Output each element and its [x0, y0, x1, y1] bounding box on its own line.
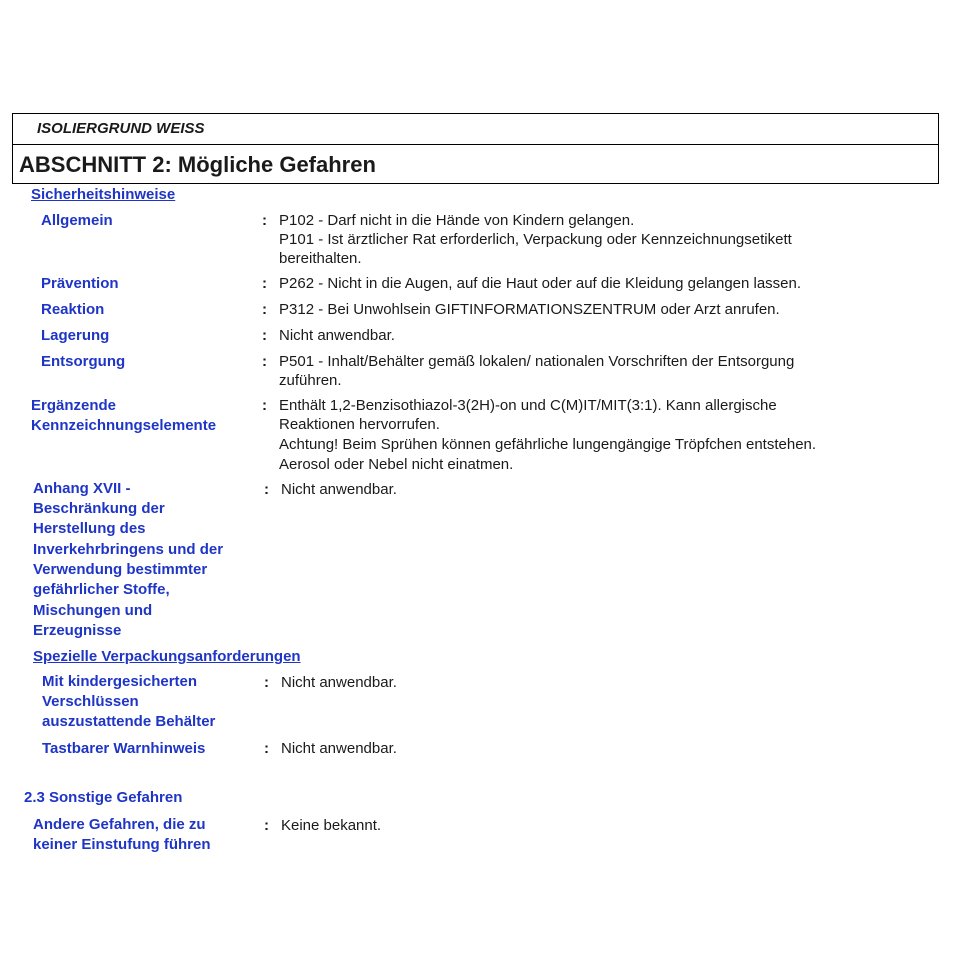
prevention-label: Prävention [41, 275, 119, 292]
safety-heading: Sicherheitshinweise [31, 186, 176, 203]
other-hazards-value: Keine bekannt. [281, 817, 382, 834]
colon: : [264, 674, 269, 691]
colon: : [264, 481, 269, 498]
tactile-label: Tastbarer Warnhinweis [42, 740, 206, 757]
supplementary-line-1: Enthält 1,2-Benzisothiazol-3(2H)-on und C(M)IT/MIT(3:1). Kann allergische [279, 397, 777, 414]
supplementary-line-2: Reaktionen hervorrufen. [279, 416, 440, 433]
storage-label: Lagerung [41, 327, 110, 344]
supplementary-label-2: Kennzeichnungselemente [31, 417, 217, 434]
colon: : [262, 275, 267, 292]
colon: : [264, 817, 269, 834]
colon: : [262, 301, 267, 318]
section-title: ABSCHNITT 2: Mögliche Gefahren [19, 152, 376, 177]
annex-label-6: gefährlicher Stoffe, [33, 581, 170, 598]
disposal-label: Entsorgung [41, 353, 126, 370]
annex-label-3: Herstellung des [33, 520, 146, 537]
annex-label-2: Beschränkung der [33, 500, 165, 517]
supplementary-line-3: Achtung! Beim Sprühen können gefährliche lungengängige Tröpfchen entstehen. [279, 436, 817, 453]
child-closure-label-1: Mit kindergesicherten [42, 673, 198, 690]
other-hazards-label-1: Andere Gefahren, die zu [33, 816, 206, 833]
annex-label-7: Mischungen und [33, 602, 153, 619]
general-line-1: P102 - Darf nicht in die Hände von Kindern gelangen. [279, 212, 635, 229]
section-title-header [12, 144, 939, 184]
storage-line-1: Nicht anwendbar. [279, 327, 395, 344]
other-hazards-label-2: keiner Einstufung führen [33, 836, 211, 853]
response-label: Reaktion [41, 301, 105, 318]
supplementary-label-1: Ergänzende [31, 397, 117, 414]
general-line-2: P101 - Ist ärztlicher Rat erforderlich, Verpackung oder Kennzeichnungsetikett [279, 231, 792, 248]
disposal-line-1: P501 - Inhalt/Behälter gemäß lokalen/ nationalen Vorschriften der Entsorgung [279, 353, 795, 370]
annex-label-1: Anhang XVII - [33, 480, 131, 497]
product-name-header [12, 113, 939, 145]
child-closure-label-3: auszustattende Behälter [42, 713, 216, 730]
annex-label-4: Inverkehrbringens und der [33, 541, 224, 558]
annex-label-5: Verwendung bestimmter [33, 561, 208, 578]
tactile-value: Nicht anwendbar. [281, 740, 397, 757]
colon: : [262, 353, 267, 370]
other-hazards-heading: 2.3 Sonstige Gefahren [24, 789, 183, 806]
annex-value: Nicht anwendbar. [281, 481, 397, 498]
annex-label-8: Erzeugnisse [33, 622, 122, 639]
child-closure-value: Nicht anwendbar. [281, 674, 397, 691]
general-label: Allgemein [41, 212, 113, 229]
general-line-3: bereithalten. [279, 250, 362, 267]
packaging-heading: Spezielle Verpackungsanforderungen [33, 648, 301, 665]
response-line-1: P312 - Bei Unwohlsein GIFTINFORMATIONSZENTRUM oder Arzt anrufen. [279, 301, 780, 318]
product-name: ISOLIERGRUND WEISS [37, 120, 205, 137]
supplementary-line-4: Aerosol oder Nebel nicht einatmen. [279, 456, 514, 473]
colon: : [262, 212, 267, 229]
colon: : [264, 740, 269, 757]
colon: : [262, 327, 267, 344]
disposal-line-2: zuführen. [279, 372, 342, 389]
child-closure-label-2: Verschlüssen [42, 693, 139, 710]
prevention-line-1: P262 - Nicht in die Augen, auf die Haut oder auf die Kleidung gelangen lassen. [279, 275, 802, 292]
colon: : [262, 397, 267, 414]
